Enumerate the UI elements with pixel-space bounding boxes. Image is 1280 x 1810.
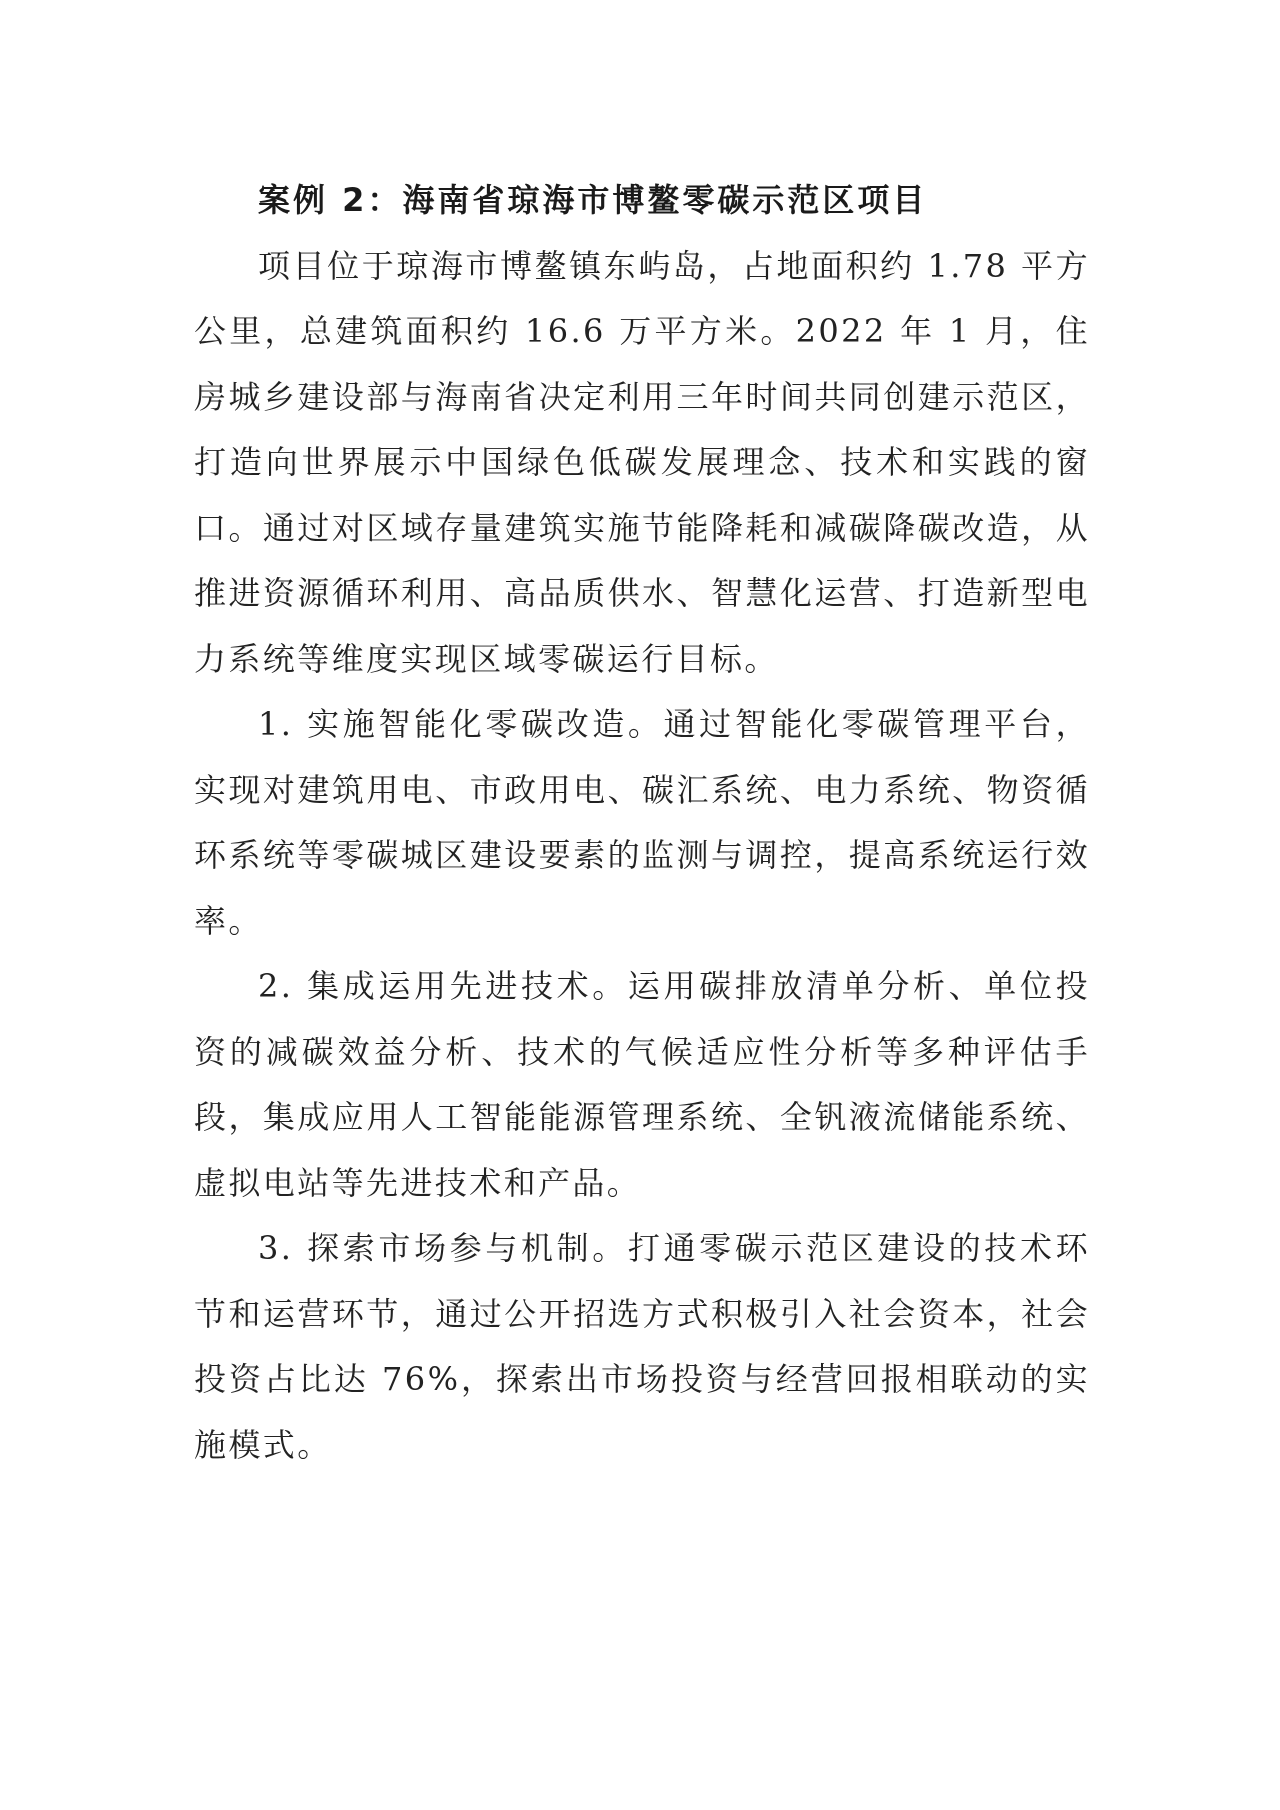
case-heading: 案例 2：海南省琼海市博鳌零碳示范区项目	[258, 181, 928, 219]
paragraph-item-2: 2. 集成运用先进技术。运用碳排放清单分析、单位投资的减碳效益分析、技术的气候适应性分析等多种评估手段，集成应用人工智能能源管理系统、全钒液流储能系统、虚拟电站等先进技术和产品。	[194, 967, 1090, 1202]
document-body	[194, 168, 1090, 1478]
paragraph-intro: 项目位于琼海市博鳌镇东屿岛，占地面积约 1.78 平方公里，总建筑面积约 16.6 万平方米。2022 年 1 月，住房城乡建设部与海南省决定利用三年时间共同创建示范区，打造向世界展示中国绿色低碳发展理念、技术和实践的窗口。通过对区域存量建筑实施节能降耗和减碳降碳改造，从推进资源循环利用、高品质供水、智慧化运营、打造新型电力系统等维度实现区域零碳运行目标。	[194, 246, 1090, 678]
paragraph-item-3: 3. 探索市场参与机制。打通零碳示范区建设的技术环节和运营环节，通过公开招选方式积极引入社会资本，社会投资占比达 76%，探索出市场投资与经营回报相联动的实施模式。	[194, 1229, 1090, 1464]
paragraph-item-1: 1. 实施智能化零碳改造。通过智能化零碳管理平台，实现对建筑用电、市政用电、碳汇系统、电力系统、物资循环系统等零碳城区建设要素的监测与调控，提高系统运行效率。	[194, 705, 1090, 940]
